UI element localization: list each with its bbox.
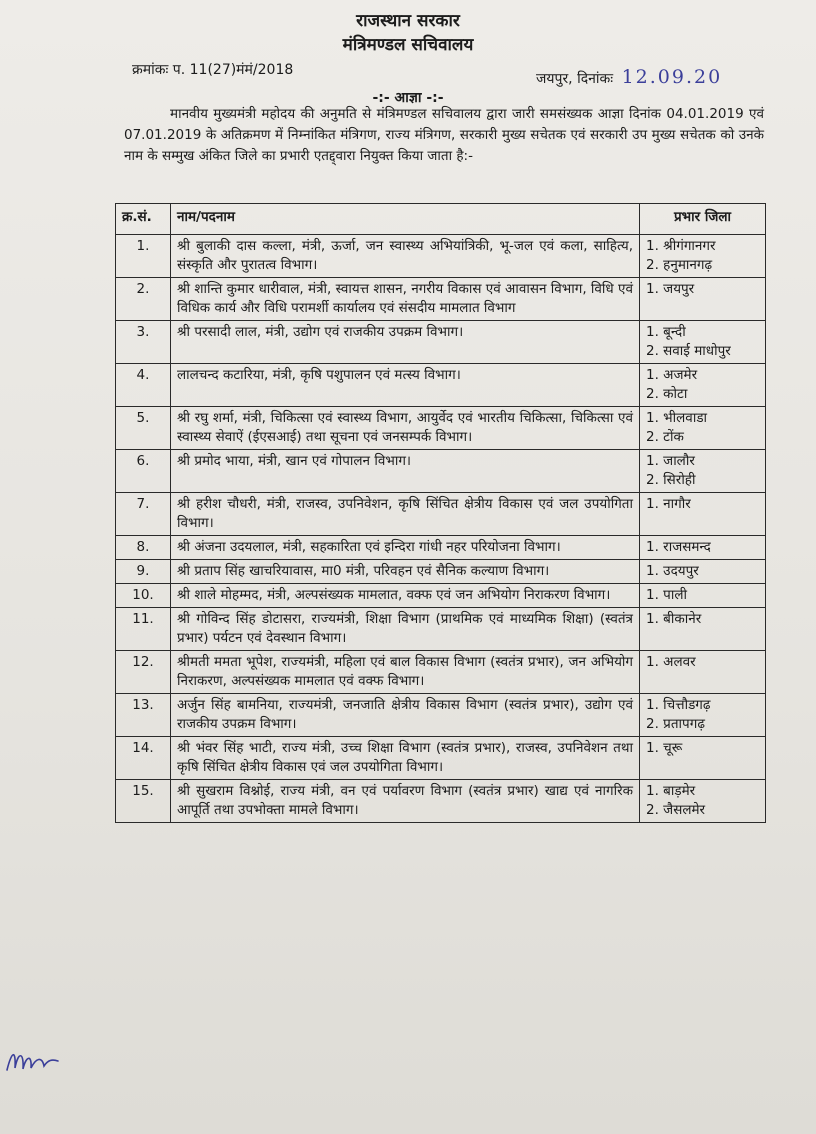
serial-number: 4. [116, 364, 171, 407]
district-item: 2. सिरोही [646, 472, 696, 488]
header-name: नाम/पदनाम [171, 204, 640, 235]
table-row [116, 407, 766, 450]
minister-name-portfolio: श्रीमती ममता भूपेश, राज्यमंत्री, महिला एवं बाल विकास विभाग (स्वतंत्र प्रभार), जन अभियोग निराकरण, अल्पसंख्यक मामलात एवं वक्फ विभाग। [171, 651, 640, 694]
serial-number: 11. [116, 608, 171, 651]
serial-number: 7. [116, 493, 171, 536]
district-item: 1. पाली [646, 587, 687, 603]
serial-number: 1. [116, 235, 171, 278]
district-item: 2. टोंक [646, 429, 684, 445]
district-item: 1. जयपुर [646, 281, 695, 297]
table-row [116, 493, 766, 536]
table-row [116, 235, 766, 278]
reference-number: क्रमांकः प. 11(27)मंमं/2018 [132, 62, 294, 78]
district-item: 1. अलवर [646, 654, 696, 670]
table-row [116, 584, 766, 608]
minister-name-portfolio: श्री रघु शर्मा, मंत्री, चिकित्सा एवं स्वास्थ्य विभाग, आयुर्वेद एवं भारतीय चिकित्सा, चिकित्सा एवं स्वास्थ्य सेवाऐं (ईएसआई) तथा सूचना एवं जनसम्पर्क विभाग। [171, 407, 640, 450]
table-header-row [116, 204, 766, 235]
district-cell [640, 407, 766, 450]
district-cell [640, 364, 766, 407]
district-item: 1. बाड़मेर [646, 783, 696, 799]
table-row [116, 450, 766, 493]
minister-name-portfolio: अर्जुन सिंह बामनिया, राज्यमंत्री, जनजाति क्षेत्रीय विकास विभाग (स्वतंत्र प्रभार), उद्योग एवं राजकीय उपक्रम विभाग। [171, 694, 640, 737]
table-row [116, 364, 766, 407]
district-item: 1. बून्दी [646, 324, 686, 340]
table-row [116, 278, 766, 321]
district-cell [640, 450, 766, 493]
district-item: 1. चूरू [646, 740, 683, 756]
table-row [116, 651, 766, 694]
district-item: 1. श्रीगंगानगर [646, 238, 716, 254]
intro-paragraph [124, 104, 764, 167]
district-cell [640, 560, 766, 584]
district-item: 1. अजमेर [646, 367, 698, 383]
district-cell [640, 651, 766, 694]
district-cell [640, 584, 766, 608]
date-block [536, 66, 722, 88]
minister-name-portfolio: श्री अंजना उदयलाल, मंत्री, सहकारिता एवं इन्दिरा गांधी नहर परियोजना विभाग। [171, 536, 640, 560]
government-title: राजस्थान सरकार [356, 11, 460, 31]
minister-name-portfolio: श्री हरीश चौधरी, मंत्री, राजस्व, उपनिवेशन, कृषि सिंचित क्षेत्रीय विकास एवं जल उपयोगिता विभाग। [171, 493, 640, 536]
district-item: 2. हनुमानगढ़ [646, 257, 713, 273]
district-item: 1. नागौर [646, 496, 691, 512]
serial-number: 14. [116, 737, 171, 780]
district-item: 1. जालौर [646, 453, 695, 469]
date-label: जयपुर, दिनांकः [536, 71, 614, 87]
district-item: 1. भीलवाडा [646, 410, 708, 426]
department-title: मंत्रिमण्डल सचिवालय [342, 35, 474, 55]
header-district: प्रभार जिला [640, 204, 766, 235]
minister-name-portfolio: श्री बुलाकी दास कल्ला, मंत्री, ऊर्जा, जन स्वास्थ्य अभियांत्रिकी, भू-जल एवं कला, साहित्य, संस्कृति और पुरातत्व विभाग। [171, 235, 640, 278]
district-item: 1. चित्तौडगढ़ [646, 697, 711, 713]
minister-name-portfolio: श्री प्रताप सिंह खाचरियावास, मा0 मंत्री, परिवहन एवं सैनिक कल्याण विभाग। [171, 560, 640, 584]
district-item: 2. सवाई माधोपुर [646, 343, 731, 359]
district-item: 2. प्रतापगढ़ [646, 716, 705, 732]
order-title: -:- आज्ञा -:- [372, 90, 444, 106]
minister-name-portfolio: श्री सुखराम विश्नोई, राज्य मंत्री, वन एवं पर्यावरण विभाग (स्वतंत्र प्रभार) खाद्य एवं नागरिक आपूर्ति तथा उपभोक्ता मामले विभाग। [171, 780, 640, 823]
date-value: 12.09.20 [621, 66, 723, 88]
serial-number: 2. [116, 278, 171, 321]
serial-number: 3. [116, 321, 171, 364]
table-row [116, 321, 766, 364]
intro-text: मानवीय मुख्यमंत्री महोदय की अनुमति से मंत्रिमण्डल सचिवालय द्वारा जारी समसंख्यक आज्ञा दिनांक 04.01.2019 एवं 07.01.2019 के अतिक्रमण में निम्नांकित मंत्रिगण, राज्य मंत्रिगण, सरकारी मुख्य सचेतक एवं सरकारी उप मुख्य सचेतक को उनके नाम के सम्मुख अंकित जिले का प्रभारी एतद्द्वारा नियुक्त किया जाता है:- [124, 106, 764, 164]
table-row [116, 608, 766, 651]
district-cell [640, 278, 766, 321]
table-row [116, 694, 766, 737]
minister-name-portfolio: श्री गोविन्द सिंह डोटासरा, राज्यमंत्री, शिक्षा विभाग (प्राथमिक एवं माध्यमिक शिक्षा) (स्वतंत्र प्रभार) पर्यटन एवं देवस्थान विभाग। [171, 608, 640, 651]
table-row [116, 780, 766, 823]
minister-name-portfolio: श्री शान्ति कुमार धारीवाल, मंत्री, स्वायत्त शासन, नगरीय विकास एवं आवासन विभाग, विधि एवं विधिक कार्य और विधि परामर्शी कार्यालय एवं संसदीय मामलात विभाग [171, 278, 640, 321]
table-row [116, 737, 766, 780]
district-cell [640, 780, 766, 823]
minister-name-portfolio: श्री परसादी लाल, मंत्री, उद्योग एवं राजकीय उपक्रम विभाग। [171, 321, 640, 364]
serial-number: 15. [116, 780, 171, 823]
table-row [116, 560, 766, 584]
serial-number: 5. [116, 407, 171, 450]
district-item: 1. उदयपुर [646, 563, 699, 579]
minister-name-portfolio: श्री शाले मोहम्मद, मंत्री, अल्पसंख्यक मामलात, वक्फ एवं जन अभियोग निराकरण विभाग। [171, 584, 640, 608]
district-cell [640, 694, 766, 737]
district-item: 2. कोटा [646, 386, 688, 402]
header-serial: क्र.सं. [116, 204, 171, 235]
district-cell [640, 536, 766, 560]
minister-name-portfolio: लालचन्द कटारिया, मंत्री, कृषि पशुपालन एवं मत्स्य विभाग। [171, 364, 640, 407]
minister-name-portfolio: श्री प्रमोद भाया, मंत्री, खान एवं गोपालन विभाग। [171, 450, 640, 493]
district-incharge-table [115, 203, 766, 823]
serial-number: 6. [116, 450, 171, 493]
serial-number: 9. [116, 560, 171, 584]
table-row [116, 536, 766, 560]
district-cell [640, 321, 766, 364]
district-item: 1. बीकानेर [646, 611, 702, 627]
serial-number: 8. [116, 536, 171, 560]
serial-number: 12. [116, 651, 171, 694]
district-cell [640, 737, 766, 780]
district-item: 1. राजसमन्द [646, 539, 711, 555]
district-item: 2. जैसलमेर [646, 802, 706, 818]
signature-mark [4, 1042, 62, 1076]
serial-number: 10. [116, 584, 171, 608]
serial-number: 13. [116, 694, 171, 737]
minister-name-portfolio: श्री भंवर सिंह भाटी, राज्य मंत्री, उच्च शिक्षा विभाग (स्वतंत्र प्रभार), राजस्व, उपनिवेशन तथा कृषि सिंचित क्षेत्रीय विकास एवं जल उपयोगिता विभाग। [171, 737, 640, 780]
district-cell [640, 493, 766, 536]
district-cell [640, 608, 766, 651]
district-cell [640, 235, 766, 278]
